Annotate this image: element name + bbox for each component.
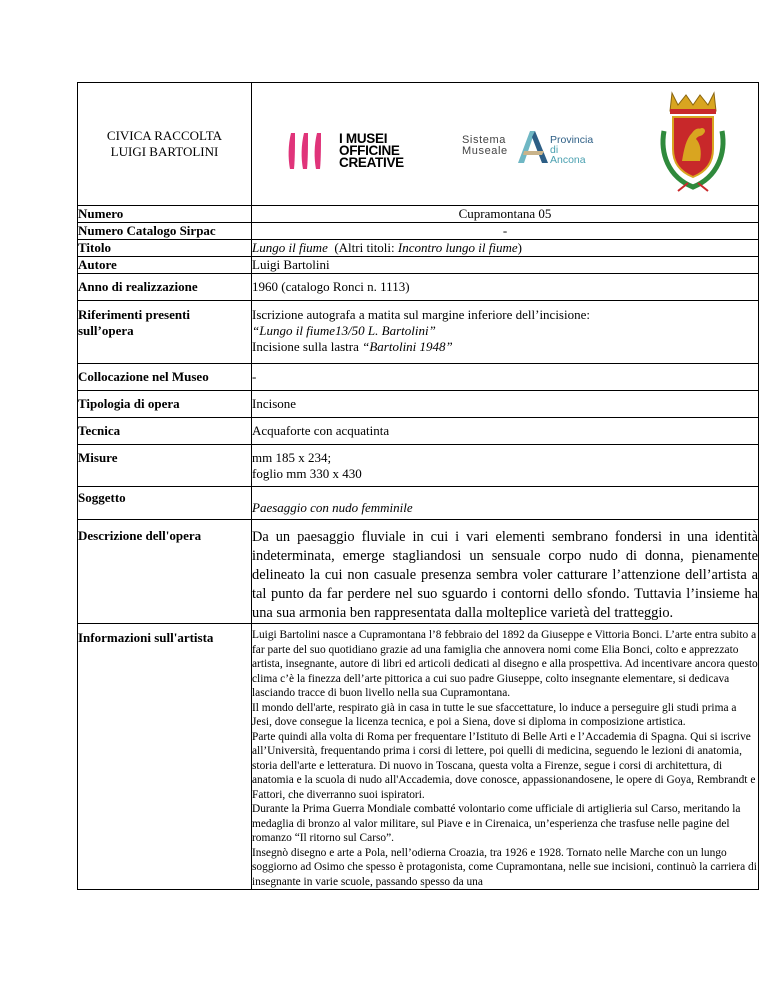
riferimenti-line-3-prefix: Incisione sulla lastra <box>252 339 363 354</box>
catalog-table <box>77 82 759 890</box>
label-autore: Autore <box>78 257 252 274</box>
label-riferimenti-line-2: sull’opera <box>78 323 134 338</box>
value-soggetto: Paesaggio con nudo femminile <box>252 487 759 520</box>
bio-paragraph: Insegnò disegno e arte a Pola, nell’odierna Croazia, tra 1926 e 1928. Tornato nelle Marche con un lungo soggiorno ad Osimo che spesso è protagonista, come Cupramontana, nelle sue incisioni, continuò la carriera di insegnante in varie scuole, passando spesso da una <box>252 846 757 888</box>
row-collocazione <box>78 364 759 391</box>
logo-sistema-line-2: Museale <box>462 145 508 157</box>
value-numero: Cupramontana 05 <box>252 206 759 223</box>
sistema-museale-logo-icon <box>462 127 592 175</box>
label-misure: Misure <box>78 445 252 487</box>
musei-bars-icon <box>287 131 329 171</box>
row-descrizione <box>78 520 759 624</box>
label-sirpac: Numero Catalogo Sirpac <box>78 223 252 240</box>
cupramontana-coat-of-arms-icon <box>658 91 728 193</box>
row-titolo <box>78 240 759 257</box>
title-main: Lungo il fiume <box>252 240 328 255</box>
label-numero: Numero <box>78 206 252 223</box>
logo-musei-line-1: I MUSEI <box>339 131 388 146</box>
label-soggetto: Soggetto <box>78 487 252 520</box>
label-riferimenti-line-1: Riferimenti presenti <box>78 307 191 322</box>
institution-line-2: LUIGI BARTOLINI <box>110 144 219 159</box>
riferimenti-line-3 <box>252 339 758 355</box>
label-riferimenti <box>78 301 252 364</box>
label-tipologia: Tipologia di opera <box>78 391 252 418</box>
riferimenti-line-1: Iscrizione autografa a matita sul margine inferiore dell’incisione: <box>252 307 590 322</box>
logo-musei-line-3: CREATIVE <box>339 155 404 170</box>
logo-provincia-line-1: Provincia <box>550 134 594 146</box>
bio-paragraph: Il mondo dell'arte, respirato già in casa in tutte le sue sfaccettature, lo induce a perseguire gli studi prima a Jesi, dove consegue la licenza tecnica, e poi a Siena, dove si diploma in composizione artistica. <box>252 701 737 728</box>
row-tecnica <box>78 418 759 445</box>
riferimenti-line-3-italic: “Bartolini 1948” <box>362 339 453 354</box>
label-tecnica: Tecnica <box>78 418 252 445</box>
title-alt-prefix: (Altri titoli: <box>327 240 398 255</box>
logo-provincia-line-2: di Ancona <box>550 144 586 166</box>
label-descrizione: Descrizione dell'opera <box>78 520 252 624</box>
value-autore: Luigi Bartolini <box>252 257 759 274</box>
label-anno: Anno di realizzazione <box>78 274 252 301</box>
value-riferimenti <box>252 301 759 364</box>
provincia-a-icon <box>516 127 552 167</box>
header-row <box>78 83 759 206</box>
row-autore <box>78 257 759 274</box>
value-tecnica: Acquaforte con acquatinta <box>252 418 759 445</box>
row-tipologia <box>78 391 759 418</box>
value-collocazione: - <box>252 364 759 391</box>
row-sirpac <box>78 223 759 240</box>
institution-cell <box>78 83 252 206</box>
value-titolo <box>252 240 759 257</box>
institution-line-1: CIVICA RACCOLTA <box>106 128 223 143</box>
row-riferimenti <box>78 301 759 364</box>
riferimenti-line-2: “Lungo il fiume13/50 L. Bartolini” <box>252 323 436 338</box>
label-artista: Informazioni sull'artista <box>78 624 252 890</box>
logo-sistema-line-1: Sistema <box>462 134 506 146</box>
logo-musei-line-2: OFFICINE <box>339 143 400 158</box>
label-collocazione: Collocazione nel Museo <box>78 364 252 391</box>
value-misure <box>252 445 759 487</box>
misure-line-1: mm 185 x 234; <box>252 450 332 465</box>
row-numero <box>78 206 759 223</box>
catalog-card <box>77 82 758 890</box>
label-titolo: Titolo <box>78 240 252 257</box>
value-anno: 1960 (catalogo Ronci n. 1113) <box>252 274 759 301</box>
value-descrizione: Da un paesaggio fluviale in cui i vari elementi sembrano fondersi in una identità indeterminata, emerge stagliandosi un sensuale corpo nudo di donna, pienamente delineato la cui non casuale presenza sembra voler catturare l’attenzione dell’artista a tal punto da far perdere nel suo sguardo i contorni dello sfondo. Tuttavia l’insieme ha una sua armonia ben rappresentata dalla molteplice varietà del tratteggio. <box>252 520 759 624</box>
misure-line-2: foglio mm 330 x 430 <box>252 466 362 481</box>
row-soggetto <box>78 487 759 520</box>
title-alt-suffix: ) <box>517 240 523 255</box>
title-alt: Incontro lungo il fiume <box>397 240 518 255</box>
row-misure <box>78 445 759 487</box>
row-anno <box>78 274 759 301</box>
logos-cell <box>252 83 759 206</box>
value-tipologia: Incisone <box>252 391 759 418</box>
value-sirpac: - <box>252 223 759 240</box>
bio-paragraph: Parte quindi alla volta di Roma per frequentare l’Istituto di Belle Arti e l’Accademia di Spagna. Qui si iscrive all’Università, frequentando prima i corsi di lettere, poi quelli di medicina, seguendo le lezioni di anatomia, storia dell'arte e letteratura. Di nuovo in Toscana, questa volta a Firenze, segue i corsi di architettura, di anatomia e la scuola di nudo all'Accademia, dove conosce, appassionandosene, le opere di Goya, Rembrandt e Fattori, che diverranno suoi ispiratori. <box>252 730 756 801</box>
bio-paragraph: Luigi Bartolini nasce a Cupramontana l’8 febbraio del 1892 da Giuseppe e Vittoria Bonci. L’arte entra subito a far parte del suo quotidiano grazie ad una famiglia che annovera nomi come Elia Bonci, colto e apprezzato artista, insegnante, autore di libri ed articoli dedicati al disegno e alla prospettiva. Ad incentivare ancora questo clima c’è la finezza dell’arte pittorica a cui suo padre Giuseppe, colto insegnante elementare, si dedicava lasciando tracce di buon livello nella sua Cupramontana. <box>252 629 758 699</box>
value-artista <box>252 624 759 890</box>
row-artista <box>78 624 759 890</box>
bio-paragraph: Durante la Prima Guerra Mondiale combatté volontario come ufficiale di artiglieria sul Carso, meritando la medaglia di bronzo al valor militare, sul Piave e in Cirenaica, un’esperienza che trasfuse nelle pagine del romanzo “Il ritorno sul Carso”. <box>252 803 741 844</box>
